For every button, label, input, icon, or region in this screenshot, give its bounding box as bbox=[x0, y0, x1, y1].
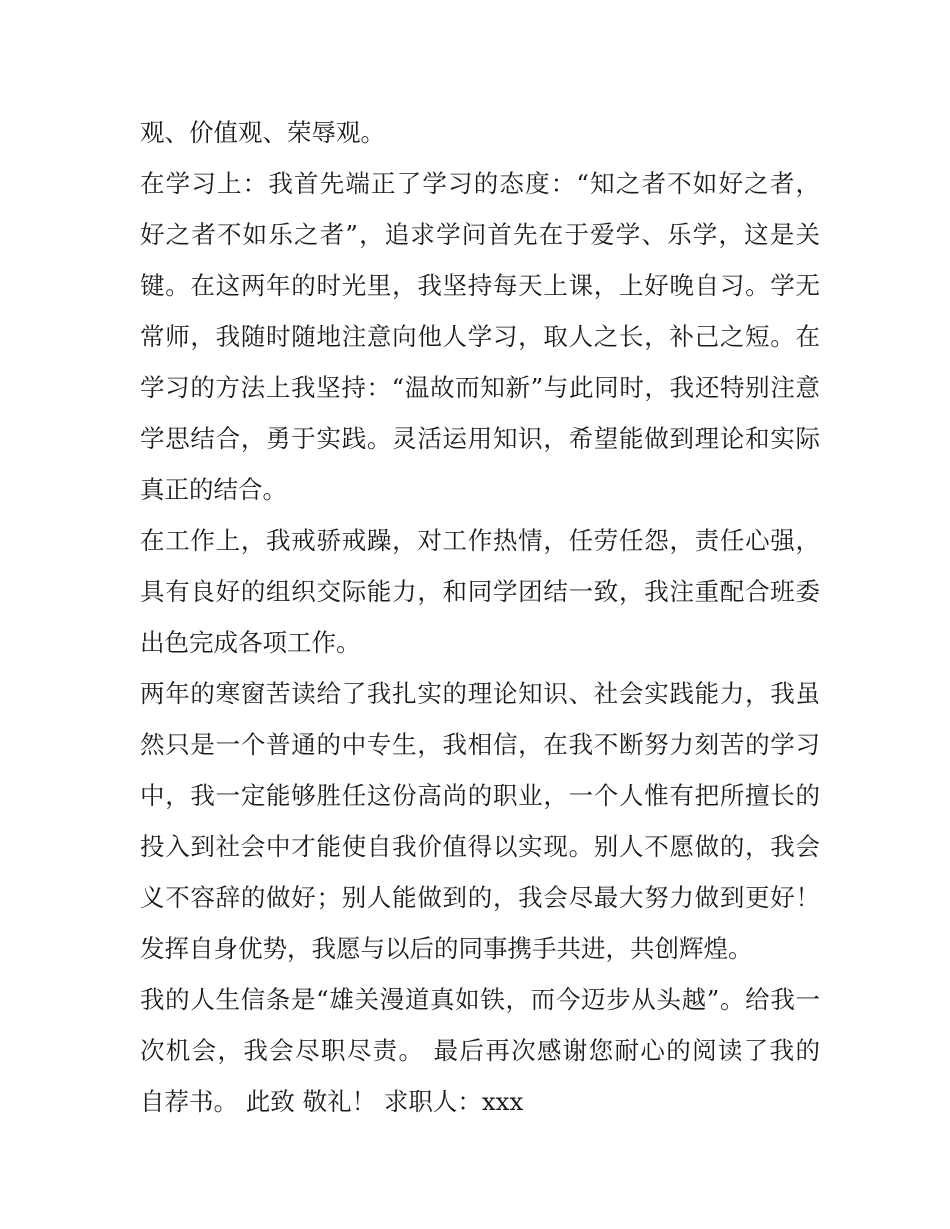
text-line: 我的人生信条是“雄关漫道真如铁，而今迈步从头越”。给我一 bbox=[140, 985, 820, 1014]
text-line: 出色完成各项工作。 bbox=[140, 628, 361, 657]
document-body bbox=[140, 107, 820, 1127]
text-line: 好之者不如乐之者”，追求学问首先在于爱学、乐学，这是关 bbox=[140, 220, 820, 249]
text-line: 两年的寒窗苦读给了我扎实的理论知识、社会实践能力，我虽 bbox=[140, 679, 820, 708]
text-line: 在工作上，我戒骄戒躁，对工作热情，任劳任怨，责任心强， bbox=[140, 526, 820, 555]
text-line: 次机会，我会尽职尽责。 最后再次感谢您耐心的阅读了我的 bbox=[140, 1036, 820, 1065]
text-line: 自荐书。 此致 敬礼！ 求职人：xxx bbox=[140, 1087, 524, 1116]
text-line: 常师，我随时随地注意向他人学习，取人之长，补己之短。在 bbox=[140, 322, 820, 351]
text-line: 学习的方法上我坚持：“温故而知新”与此同时，我还特别注意 bbox=[140, 373, 820, 402]
text-line: 发挥自身优势，我愿与以后的同事携手共进，共创辉煌。 bbox=[140, 934, 753, 963]
text-line: 在学习上：我首先端正了学习的态度：“知之者不如好之者， bbox=[140, 169, 820, 198]
text-line: 观、价值观、荣辱观。 bbox=[140, 118, 385, 147]
text-line: 投入到社会中才能使自我价值得以实现。别人不愿做的，我会 bbox=[140, 832, 820, 861]
text-line: 真正的结合。 bbox=[140, 475, 287, 504]
text-line: 中，我一定能够胜任这份高尚的职业，一个人惟有把所擅长的 bbox=[140, 781, 820, 810]
text-line: 义不容辞的做好；别人能做到的，我会尽最大努力做到更好！ bbox=[140, 883, 820, 912]
text-line: 键。在这两年的时光里，我坚持每天上课，上好晚自习。学无 bbox=[140, 271, 820, 300]
text-line: 然只是一个普通的中专生，我相信，在我不断努力刻苦的学习 bbox=[140, 730, 820, 759]
text-line: 学思结合，勇于实践。灵活运用知识，希望能做到理论和实际 bbox=[140, 424, 820, 453]
text-line: 具有良好的组织交际能力，和同学团结一致，我注重配合班委 bbox=[140, 577, 820, 606]
